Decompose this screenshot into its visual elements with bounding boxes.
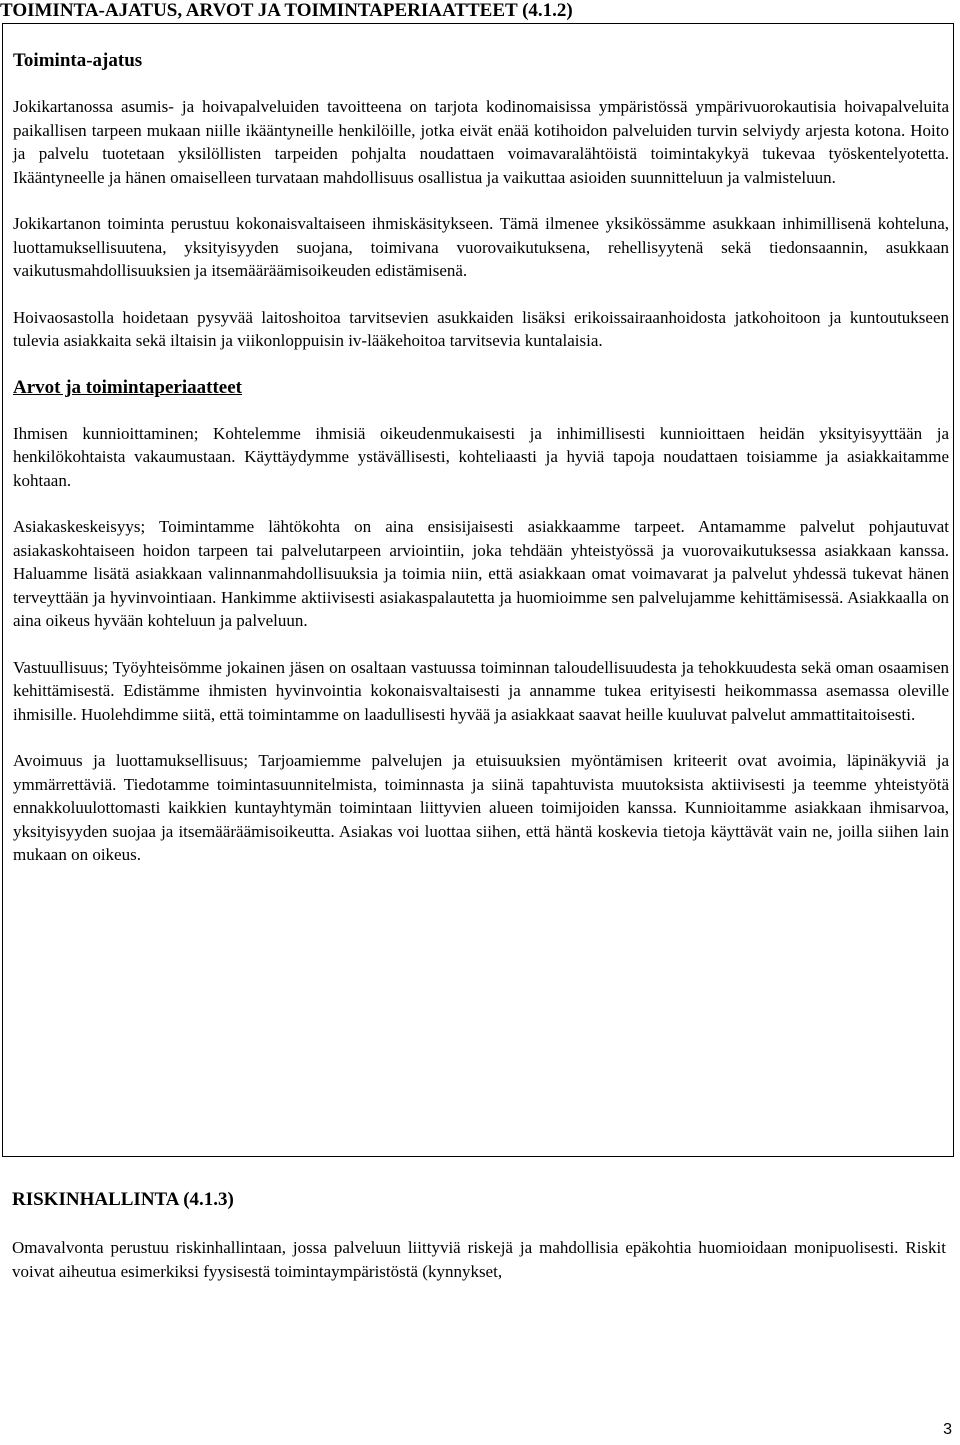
mission-values-content (13, 49, 949, 890)
risk-section (12, 1188, 946, 1306)
values-paragraph-customer: Asiakaskeskeisyys; Toimintamme lähtökohta on aina ensisijaisesti asiakkaamme tarpeet. Antamamme palvelut pohjautuvat asiakaskohtaiseen hoidon tarpeen tai palvelutarpeen arviointiin, joka tehdään yhteistyössä ja vuorovaikutuksessa asiakkaan kanssa. Haluamme lisätä asiakkaan valinnanmahdollisuuksia ja toimia niin, että asiakkaan omat voimavarat ja palvelut yhdessä tukevat hänen terveyttään ja hyvinvointiaan. Hankimme aktiivisesti asiakaspalautetta ja huomioimme sen palvelujamme kehittämisessä. Asiakkaalla on aina oikeus hyvään kohteluun ja palveluun. (13, 517, 949, 630)
risk-paragraph: Omavalvonta perustuu riskinhallintaan, jossa palveluun liittyviä riskejä ja mahdollisia epäkohtia huomioidaan monipuolisesti. Riskit voivat aiheutua esimerkiksi fyysisestä toimintaympäristöstä (kynnykset, (12, 1238, 946, 1281)
mission-heading: Toiminta-ajatus (13, 50, 143, 71)
mission-paragraph-3: Hoivaosastolla hoidetaan pysyvää laitoshoitoa tarvitsevien asukkaiden lisäksi erikoissairaanhoidosta jatkohoitoon ja kuntoutukseen tulevia asiakkaita sekä iltaisin ja viikonloppuisin iv-lääkehoitoa tarvitsevia kuntalaisia. (13, 307, 949, 350)
values-paragraph-responsibility: Vastuullisuus; Työyhteisömme jokainen jäsen on osaltaan vastuussa toiminnan taloudellisuudesta ja tehokkuudesta sekä oman osaamisen kehittämisestä. Edistämme ihmisten hyvinvointia kokonaisvaltaisesti ja annamme tukea erityisesti heikommassa asemassa oleville ihmisille. Huolehdimme siitä, että toimintamme on laadullisesti hyvää ja asiakkaat saavat heille kuuluvat palvelut ammattitaitoisesti. (13, 657, 949, 724)
values-paragraph-openness: Avoimuus ja luottamuksellisuus; Tarjoamiemme palvelujen ja etuisuuksien myöntämisen kriteerit ovat avoimia, läpinäkyviä ja ymmärrettäviä. Tiedotamme toimintasuunnitelmista, toiminnasta ja siinä tapahtuvista muutoksista aktiivisesti ja teemme yhteistyötä ennakkoluulottomasti kaikkien kuntayhtymän toimintaan liittyvien alueen toimijoiden kanssa. Kunnioitamme asiakkaan ihmisarvoa, yksityisyyden suojaa ja itsemääräämisoikeutta. Asiakas voi luottaa siihen, että häntä koskevia tietoja käyttävät vain ne, joilla siihen lain mukaan on oikeus. (13, 751, 949, 864)
page-number: 3 (943, 1421, 952, 1438)
mission-values-box (2, 23, 954, 1157)
page-title: TOIMINTA-AJATUS, ARVOT JA TOIMINTAPERIAATTEET (4.1.2) (0, 0, 573, 21)
mission-paragraph-2: Jokikartanon toiminta perustuu kokonaisvaltaiseen ihmiskäsitykseen. Tämä ilmenee yksikössämme asukkaan inhimillisenä kohteluna, luottamuksellisuutena, yksityisyyden suojana, toimivana vuorovaikutuksena, rehellisyytenä sekä tiedonsaannin, asukkaan vaikutusmahdollisuuksien ja itsemääräämisoikeuden edistämisenä. (13, 214, 949, 280)
values-paragraph-respect: Ihmisen kunnioittaminen; Kohtelemme ihmisiä oikeudenmukaisesti ja inhimillisesti kunnioittaen heidän yksityisyyttään ja henkilökohtaista vakaumustaan. Käyttäydymme ystävällisesti, kohteliaasti ja hyviä tapoja noudattaen toisiamme ja asiakkaitamme kohtaan. (13, 423, 949, 490)
risk-heading: RISKINHALLINTA (4.1.3) (12, 1189, 234, 1210)
values-heading: Arvot ja toimintaperiaatteet (13, 376, 242, 398)
mission-paragraph-1: Jokikartanossa asumis- ja hoivapalveluiden tavoitteena on tarjota kodinomaisissa ympäristössä ympärivuorokautisia hoivapalveluita paikallisen tarpeen mukaan niille ikääntyneille henkilöille, jotka eivät enää kotihoidon palveluiden turvin selviydy arjesta kotona. Hoito ja palvelu tuotetaan yksilöllisten tarpeiden pohjalta noudattaen voimavaralähtöistä toimintakykyä tukevaa työskentelyotetta. Ikääntyneelle ja hänen omaiselleen turvataan mahdollisuus osallistua ja vaikuttaa asioiden suunnitteluun ja valmisteluun. (13, 97, 949, 187)
